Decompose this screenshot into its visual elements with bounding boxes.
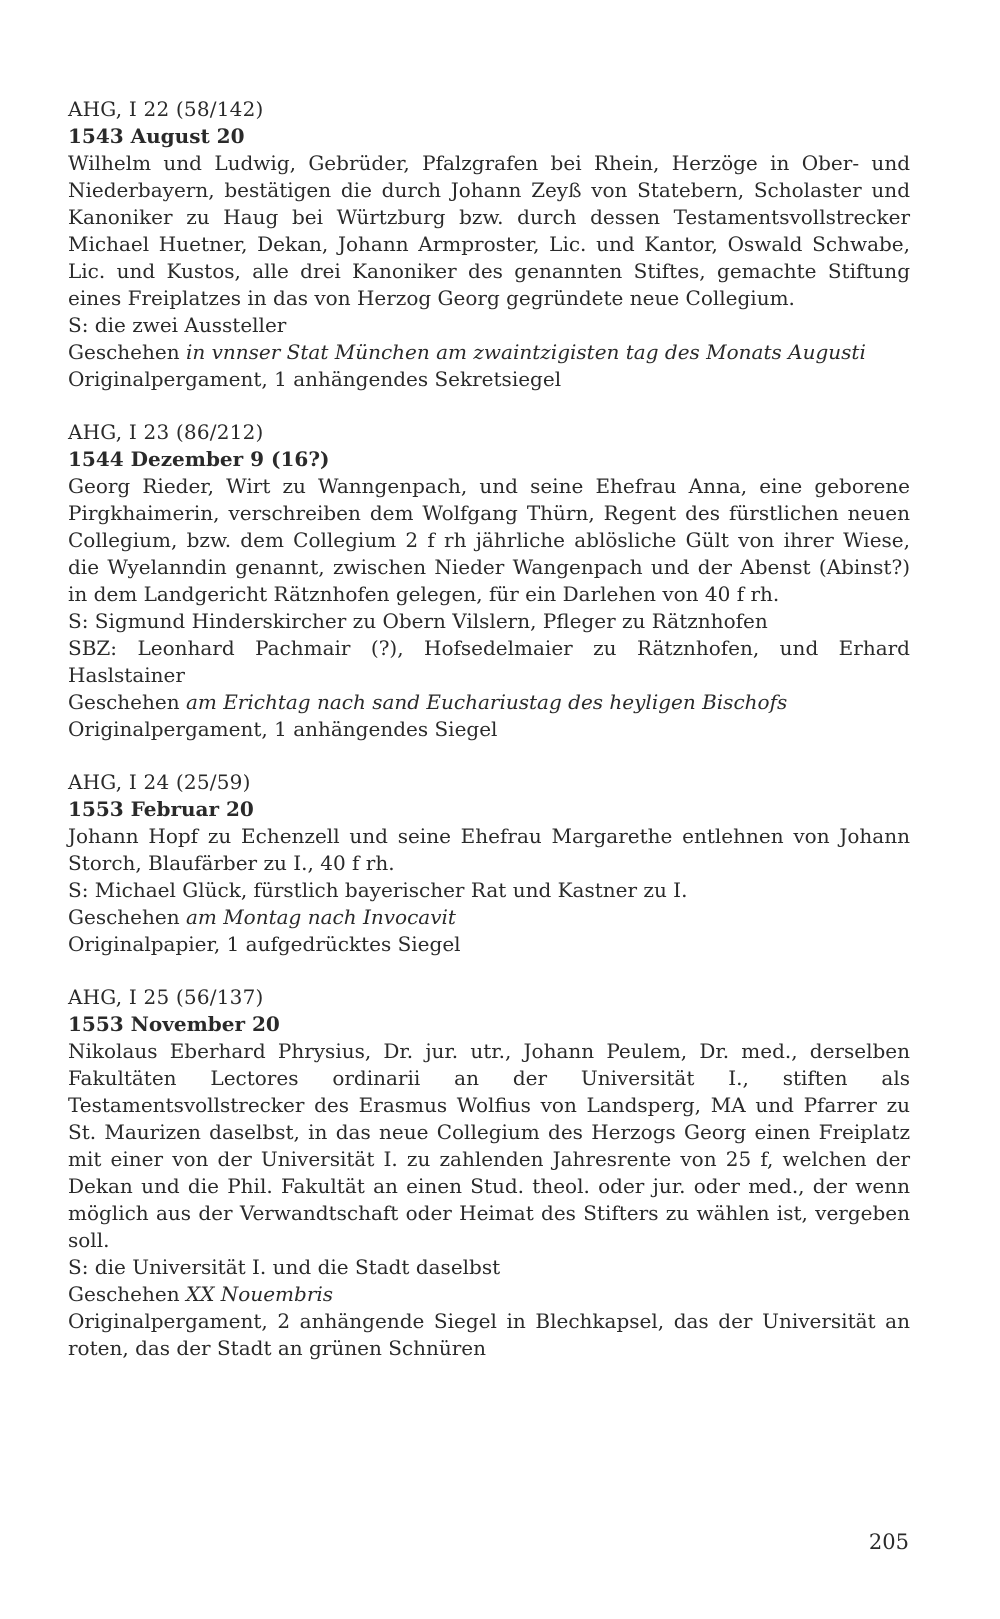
given-text: in vnnser Stat München am zwaintzigisten tag des Monats Augusti — [185, 340, 866, 364]
entry-abstract: Nikolaus Eberhard Phrysius, Dr. jur. utr., Johann Peulem, Dr. med., derselben Fakultäten Lectores ordinarii an der Universität I., stiften als Testamentsvollstrecker des Erasmus Wolfius von Landsperg, MA und Pfarrer zu St. Maurizen daselbst, in das neue Collegium des Herzogs Georg einen Freiplatz mit einer von der Universität I. zu zahlenden Jahresrente von 25 f, welchen der Dekan und die Phil. Fakultät an einen Stud. theol. oder jur. oder med., der wenn möglich aus der Verwandtschaft oder Heimat des Stifters zu wählen ist, vergeben soll. — [68, 1039, 910, 1252]
document-page — [68, 96, 910, 1388]
entry-signature: AHG, I 22 (58/142) — [68, 97, 264, 121]
given-prefix: Geschehen — [68, 690, 180, 714]
page-number: 205 — [868, 1530, 909, 1554]
entry-given — [68, 1281, 910, 1308]
entry-given — [68, 339, 910, 366]
entry-seal: S: die Universität I. und die Stadt daselbst — [68, 1255, 501, 1279]
given-text: am Erichtag nach sand Euchariustag des heyligen Bischofs — [185, 690, 788, 714]
entry-seal: S: Sigmund Hinderskircher zu Obern Vilslern, Pfleger zu Rätznhofen — [68, 609, 768, 633]
given-text: am Montag nach Invocavit — [185, 905, 456, 929]
entry-given — [68, 689, 910, 716]
entry-seal: S: Michael Glück, fürstlich bayerischer Rat und Kastner zu I. — [68, 878, 688, 902]
entry-form: Originalpapier, 1 aufgedrücktes Siegel — [68, 932, 461, 956]
entry-form: Originalpergament, 2 anhängende Siegel in Blechkapsel, das der Universität an roten, das der Stadt an grünen Schnüren — [68, 1309, 910, 1360]
entry-date: 1544 Dezember 9 (16?) — [68, 447, 330, 471]
entry-date: 1553 November 20 — [68, 1012, 280, 1036]
given-prefix: Geschehen — [68, 905, 180, 929]
entry-seal: S: die zwei Aussteller — [68, 313, 287, 337]
entry-signature: AHG, I 24 (25/59) — [68, 770, 251, 794]
entry-abstract: Georg Rieder, Wirt zu Wanngenpach, und seine Ehefrau Anna, eine geborene Pirgkhaimerin, verschreiben dem Wolfgang Thürn, Regent des fürstlichen neuen Collegium, bzw. dem Collegium 2 f rh jährliche ablösliche Gült von ihrer Wiese, die Wyelanndin genannt, zwischen Nieder Wangenpach und der Abenst (Abinst?) in dem Landgericht Rätznhofen gelegen, für ein Darlehen von 40 f rh. — [68, 474, 910, 606]
charter-entry — [68, 419, 910, 743]
charter-entry — [68, 96, 910, 393]
entry-abstract: Johann Hopf zu Echenzell und seine Ehefrau Margarethe entlehnen von Johann Storch, Blaufärber zu I., 40 f rh. — [68, 824, 910, 875]
entry-date: 1553 Februar 20 — [68, 797, 254, 821]
entry-signature: AHG, I 23 (86/212) — [68, 420, 264, 444]
entry-abstract: Wilhelm und Ludwig, Gebrüder, Pfalzgrafen bei Rhein, Herzöge in Ober- und Niederbayern, bestätigen die durch Johann Zeyß von Statebern, Scholaster und Kanoniker zu Haug bei Würtzburg bzw. durch dessen Testamentsvollstrecker Michael Huetner, Dekan, Johann Armproster, Lic. und Kantor, Oswald Schwabe, Lic. und Kustos, alle drei Kanoniker des genannten Stiftes, gemachte Stiftung eines Freiplatzes in das von Herzog Georg gegründete neue Collegium. — [68, 151, 910, 310]
charter-entry — [68, 984, 910, 1362]
entry-given — [68, 904, 910, 931]
entry-date: 1543 August 20 — [68, 124, 245, 148]
given-prefix: Geschehen — [68, 1282, 180, 1306]
given-text: XX Nouembris — [185, 1282, 334, 1306]
entry-form: Originalpergament, 1 anhängendes Siegel — [68, 717, 498, 741]
entry-sbz: SBZ: Leonhard Pachmair (?), Hofsedelmaier zu Rätznhofen, und Erhard Haslstainer — [68, 636, 910, 687]
entry-signature: AHG, I 25 (56/137) — [68, 985, 264, 1009]
given-prefix: Geschehen — [68, 340, 180, 364]
entry-form: Originalpergament, 1 anhängendes Sekretsiegel — [68, 367, 562, 391]
charter-entry — [68, 769, 910, 958]
